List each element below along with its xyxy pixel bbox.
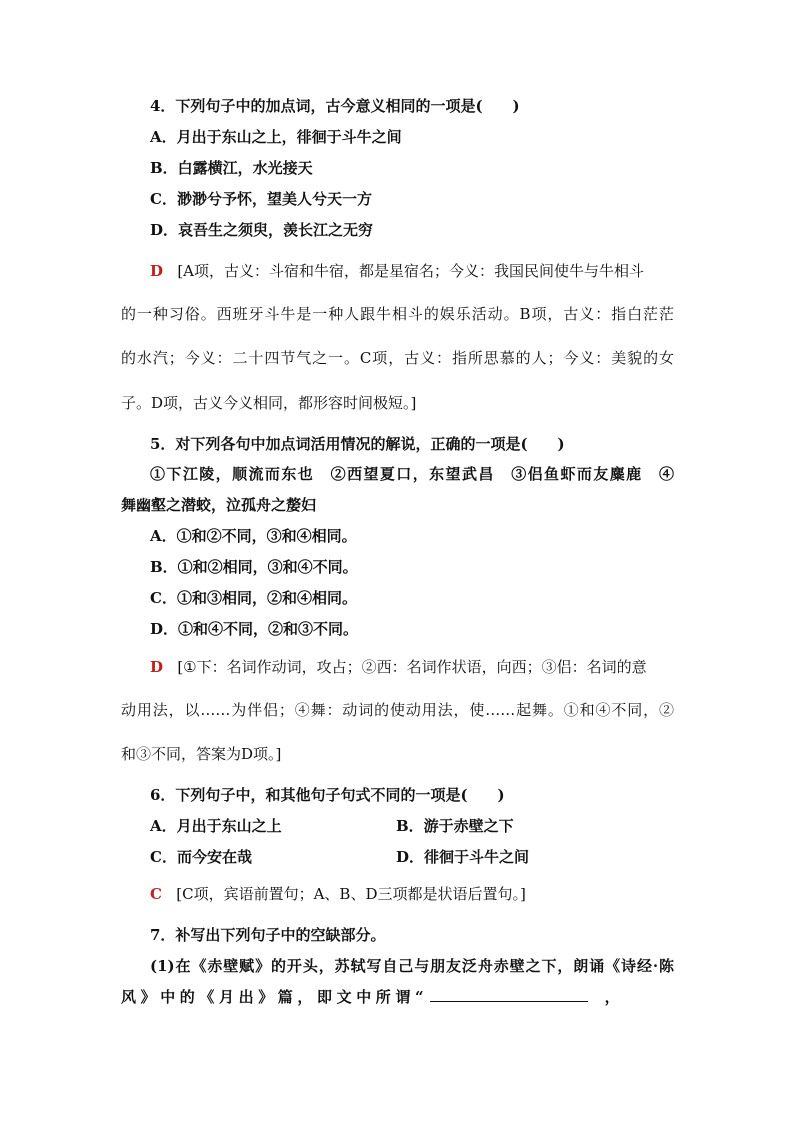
q4-option-b: B．白露横江，水光接天 xyxy=(150,159,313,177)
q4-answer: D xyxy=(150,262,164,280)
q6-option-b: B．游于赤壁之下 xyxy=(396,817,514,835)
q4-explanation-line-3: 的水汽；今义：二十四节气之一。C项，古义：指所思慕的人；今义：美貌的女 xyxy=(121,349,674,367)
q4-option-a: A．月出于东山之上，徘徊于斗牛之间 xyxy=(150,128,402,146)
q5-explanation-line-1 xyxy=(150,657,674,677)
q5-sentences-line-2: 舞幽壑之潜蛟，泣孤舟之嫠妇 xyxy=(121,496,317,514)
q5-explanation-line-3: 和③不同，答案为D项。] xyxy=(121,745,282,763)
q5-sentences-line-1: ①下江陵，顺流而东也 ②西望夏口，东望武昌 ③侣鱼虾而友麋鹿 ④ xyxy=(150,465,674,483)
q6-option-a: A．月出于东山之上 xyxy=(150,817,282,835)
q5-option-b: B．①和②相同，③和④不同。 xyxy=(150,558,358,576)
q6-answer: C xyxy=(150,885,162,903)
q5-explanation-line-2: 动用法，以……为伴侣；④舞：动词的使动用法，使……起舞。①和④不同，② xyxy=(121,701,674,719)
q6-option-d: D．徘徊于斗牛之间 xyxy=(396,848,530,866)
q7-part-1-line-1: (1)在《赤壁赋》的开头，苏轼写自己与朋友泛舟赤壁之下，朗诵《诗经·陈 xyxy=(150,957,674,975)
q7-line-2-comma: ， xyxy=(604,988,625,1006)
fill-in-blank xyxy=(430,987,588,1002)
q4-exp-1: [A项，古义：斗宿和牛宿，都是星宿名；今义：我国民间使牛与牛相斗 xyxy=(177,262,645,280)
q7-stem: 7．补写出下列句子中的空缺部分。 xyxy=(150,926,386,944)
q6-exp: [C项，宾语前置句；A、B、D三项都是状语后置句。] xyxy=(176,885,526,903)
q5-option-c: C．①和③相同，②和④相同。 xyxy=(150,589,357,607)
q7-line-2-text: 风》中的《月出》篇，即文中所谓“ xyxy=(121,988,429,1006)
q6-explanation xyxy=(150,884,526,904)
q5-answer: D xyxy=(150,658,164,676)
q5-option-a: A．①和②不同，③和④相同。 xyxy=(150,527,357,545)
q7-part-1-line-2 xyxy=(121,987,674,1007)
q5-stem: 5．对下列各句中加点词活用情况的解说，正确的一项是( ) xyxy=(150,435,565,453)
q6-stem: 6．下列句子中，和其他句子句式不同的一项是( ) xyxy=(150,786,505,804)
q4-explanation-line-1 xyxy=(150,261,674,281)
q4-option-d: D．哀吾生之须臾，羡长江之无穷 xyxy=(150,221,374,239)
q4-explanation-line-2: 的一种习俗。西班牙斗牛是一种人跟牛相斗的娱乐活动。B项，古义：指白茫茫 xyxy=(121,305,674,323)
q4-explanation-line-4: 子。D项，古义今义相同，都形容时间极短。] xyxy=(121,394,417,412)
q5-option-d: D．①和④不同，②和③不同。 xyxy=(150,620,359,638)
q4-option-c: C．渺渺兮予怀，望美人兮天一方 xyxy=(150,190,372,208)
q6-option-c: C．而今安在哉 xyxy=(150,848,252,866)
q5-exp-1: [①下：名词作动词，攻占；②西：名词作状语，向西；③侣：名词的意 xyxy=(177,658,647,676)
q4-stem: 4．下列句子中的加点词，古今意义相同的一项是( ) xyxy=(150,97,520,115)
